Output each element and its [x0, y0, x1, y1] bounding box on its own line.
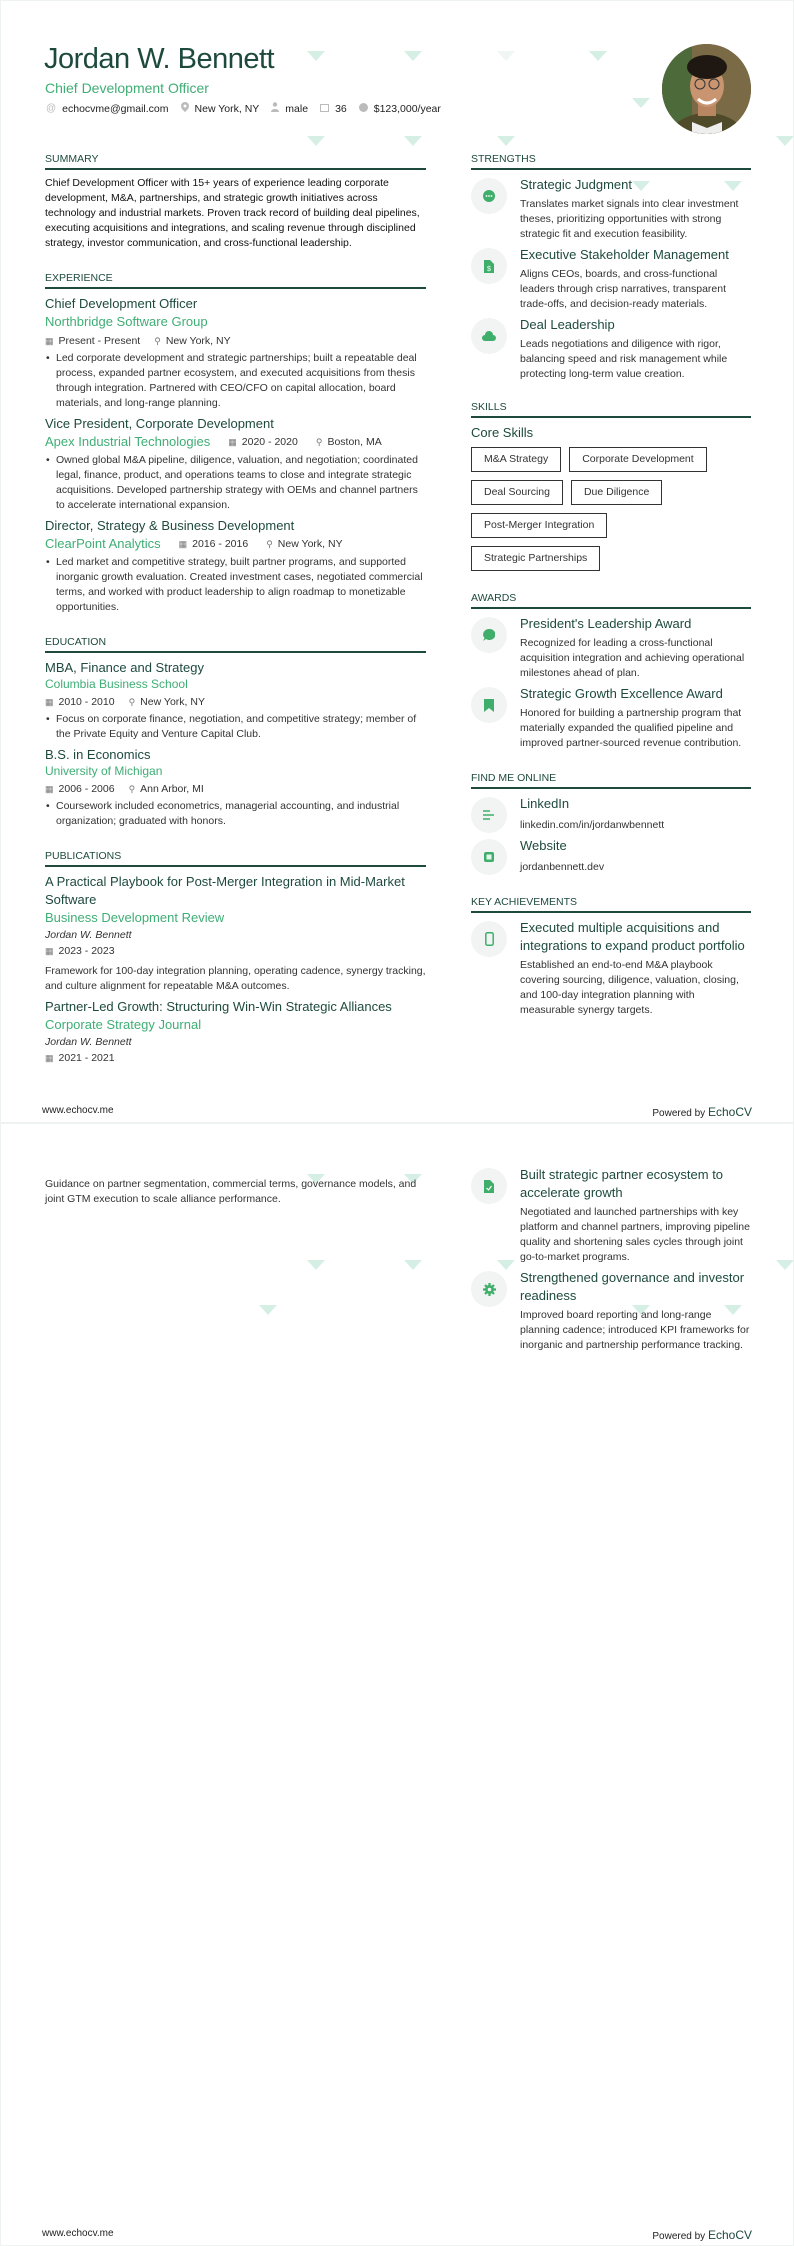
brand-name: EchoCV: [707, 2228, 752, 2242]
decor-triangle: [307, 1260, 325, 1270]
location-pin-icon: ⚲: [128, 784, 136, 794]
skills-group-title: Core Skills: [471, 425, 534, 440]
job-dates: 2016 - 2016: [192, 538, 249, 550]
calendar-icon: ▦: [45, 697, 54, 707]
achievement-description: Established an end-to-end M&A playbook covering sourcing, diligence, valuation, closing, and 100-day integration planning with measurable synergy targets.: [520, 959, 739, 1016]
education-bullet: • Focus on corporate finance, negotiation, and competitive strategy; member of the Private Equity and Venture Capital Club.: [45, 712, 426, 742]
footer-site[interactable]: www.echocv.me: [42, 2228, 114, 2239]
calendar-icon: ▦: [45, 946, 54, 956]
achievement-title: Strengthened governance and investor readiness: [520, 1270, 745, 1303]
job-dates: 2020 - 2020: [241, 436, 298, 448]
publication-description: Framework for 100-day integration planning, operating cadence, synergy tracking, and culture alignment for repeatable M&A outcomes.: [45, 965, 426, 992]
job-title: Vice President, Corporate Development: [45, 416, 274, 431]
svg-text:$: $: [487, 265, 491, 273]
publications-section: [45, 849, 426, 1066]
footer-site[interactable]: www.echocv.me: [42, 1105, 114, 1116]
location-pin-icon: ⚲: [154, 336, 161, 346]
calendar-icon: ▦: [45, 784, 54, 794]
align-left-icon: [471, 797, 507, 833]
skill-tag: Post-Merger Integration: [471, 513, 607, 538]
decor-triangle: [404, 1260, 422, 1270]
skill-tag: Corporate Development: [569, 447, 706, 472]
location-pin-icon: [181, 102, 189, 115]
section-heading: EXPERIENCE: [45, 271, 426, 289]
decor-triangle: [307, 136, 325, 146]
award-title: President's Leadership Award: [520, 616, 692, 631]
degree: B.S. in Economics: [45, 747, 151, 762]
education-dates: 2010 - 2010: [58, 696, 115, 708]
chat-bubble-icon: [471, 617, 507, 653]
section-heading: SUMMARY: [45, 152, 426, 170]
right-column-continued: [471, 1166, 751, 1357]
job-bullet: • Led corporate development and strategic partnerships; built a repeatable deal process, expanded partner ecosystem, and executed acquisitions from thesis through integration. Partnered with CEO/CFO on capital allocation, board materials, and long-range planning.: [45, 351, 426, 411]
achievement-description: Improved board reporting and long-range planning cadence; introduced KPI frameworks for inorganic and partnership performance tracking.: [520, 1309, 750, 1351]
awards-section: [471, 591, 751, 751]
education-item: [45, 746, 426, 829]
online-item: [471, 795, 751, 833]
job-location: New York, NY: [165, 335, 231, 347]
skill-tags: [471, 447, 751, 571]
job-dates: Present - Present: [58, 335, 141, 347]
decor-triangle: [589, 51, 607, 61]
publication-dates: 2023 - 2023: [58, 945, 115, 957]
company-name: ClearPoint Analytics: [45, 536, 161, 551]
skill-tag: Deal Sourcing: [471, 480, 563, 505]
strength-description: Leads negotiations and diligence with rigor, balancing speed and risk management while protecting long-term value creation.: [520, 338, 728, 380]
candidate-name: Jordan W. Bennett: [44, 43, 275, 75]
section-heading: FIND ME ONLINE: [471, 771, 751, 789]
section-heading: SKILLS: [471, 400, 751, 418]
decor-triangle: [497, 51, 515, 61]
education-bullet: • Coursework included econometrics, managerial accounting, and industrial organization; graduated with honors.: [45, 799, 426, 829]
calendar-icon: [320, 103, 329, 115]
skills-section: [471, 400, 751, 571]
strength-title: Executive Stakeholder Management: [520, 247, 729, 262]
candidate-title: Chief Development Officer: [45, 80, 209, 96]
website-link[interactable]: jordanbennett.dev: [520, 861, 605, 873]
section-heading: KEY ACHIEVEMENTS: [471, 895, 751, 913]
achievement-description: Negotiated and launched partnerships with key platform and channel partners, improving pipeline quality and shortening sales cycles through joint go-to-market programs.: [520, 1206, 750, 1263]
online-label: Website: [520, 838, 567, 853]
job-location: Boston, MA: [327, 436, 382, 448]
at-icon: @: [46, 103, 57, 114]
award-title: Strategic Growth Excellence Award: [520, 686, 723, 701]
chip-icon: [471, 839, 507, 875]
gear-icon: [471, 1271, 507, 1307]
person-icon: [271, 102, 279, 115]
file-check-icon: [471, 1168, 507, 1204]
decor-triangle: [404, 51, 422, 61]
education-section: [45, 635, 426, 829]
award-description: Recognized for leading a cross-functional acquisition integration and achieving operational milestones ahead of plan.: [520, 637, 745, 679]
contact-age: 36: [335, 102, 347, 115]
award-description: Honored for building a partnership program that materially expanded the qualified pipeline and improved partner-sourced revenue contribution.: [520, 707, 742, 749]
resume-page-2: [0, 1123, 794, 2246]
company-name: Northbridge Software Group: [45, 314, 208, 329]
location-pin-icon: ⚲: [315, 437, 323, 447]
company-name: Apex Industrial Technologies: [45, 434, 211, 449]
award-item: [471, 615, 751, 681]
brand-name: EchoCV: [707, 1105, 752, 1119]
location-pin-icon: ⚲: [128, 697, 136, 707]
calendar-icon: ▦: [45, 1053, 54, 1063]
section-heading: EDUCATION: [45, 635, 426, 653]
section-heading: PUBLICATIONS: [45, 849, 426, 867]
strength-item: [471, 316, 751, 382]
achievement-title: Executed multiple acquisitions and integrations to expand product portfolio: [520, 920, 745, 953]
strength-description: Translates market signals into clear investment theses, prioritizing opportunities with strong strategic fit and execution feasibility.: [520, 198, 739, 240]
strength-title: Deal Leadership: [520, 317, 615, 332]
contact-gender: male: [285, 102, 309, 115]
publisher: Business Development Review: [45, 910, 225, 925]
decor-triangle: [259, 1305, 277, 1315]
publication-title: A Practical Playbook for Post-Merger Integration in Mid-Market Software: [45, 874, 405, 907]
left-column: [45, 152, 426, 1086]
profile-photo: [662, 44, 751, 134]
right-column: [471, 152, 751, 1038]
experience-item: [45, 295, 426, 411]
decor-triangle: [307, 51, 325, 61]
publication-dates: 2021 - 2021: [58, 1052, 115, 1064]
school-name: University of Michigan: [45, 764, 163, 778]
summary-text: Chief Development Officer with 15+ years of experience leading corporate development, M&A, partnerships, and strategic growth initiatives across technology and industrial markets. Proven track record of building deal pipelines, executing acquisitions and integrations, and scaling revenue through disciplined strategy, investor communication, and cross-functional leadership.: [45, 177, 420, 249]
strengths-section: [471, 152, 751, 382]
experience-item: [45, 517, 426, 615]
footer-powered: [652, 2228, 752, 2242]
section-heading: AWARDS: [471, 591, 751, 609]
contact-info: [46, 102, 441, 115]
linkedin-link[interactable]: linkedin.com/in/jordanwbennett: [520, 819, 665, 831]
experience-section: [45, 271, 426, 615]
calendar-icon: ▦: [178, 539, 188, 549]
education-location: New York, NY: [140, 696, 205, 708]
decor-triangle: [497, 136, 515, 146]
powered-by-text: Powered by: [652, 2231, 706, 2242]
achievement-item: [471, 919, 751, 1018]
money-icon: [359, 103, 368, 115]
chat-dots-icon: [471, 178, 507, 214]
contact-email: echocvme@gmail.com: [62, 102, 169, 115]
bookmark-icon: [471, 687, 507, 723]
decor-triangle: [776, 136, 794, 146]
achievement-item: [471, 1166, 751, 1265]
location-pin-icon: ⚲: [266, 539, 273, 549]
publication-item: [45, 873, 426, 994]
footer-powered: [652, 1105, 752, 1119]
achievement-item: [471, 1269, 751, 1353]
online-section: [471, 771, 751, 875]
experience-item: [45, 415, 426, 513]
skill-tag: Due Diligence: [571, 480, 662, 505]
achievement-title: Built strategic partner ecosystem to accelerate growth: [520, 1167, 724, 1200]
strength-item: [471, 246, 751, 312]
school-name: Columbia Business School: [45, 677, 188, 691]
powered-by-text: Powered by: [652, 1108, 706, 1119]
education-dates: 2006 - 2006: [58, 783, 115, 795]
online-label: LinkedIn: [520, 796, 570, 811]
job-bullet: • Owned global M&A pipeline, diligence, valuation, and negotiation; coordinated legal, finance, product, and operations teams to close and integrate strategic acquisitions. Developed partnership strategy with OEMs and channel partners to accelerate international expansion.: [45, 453, 426, 513]
decor-triangle: [632, 98, 650, 108]
summary-section: [45, 152, 426, 251]
calendar-icon: ▦: [228, 437, 237, 447]
achievements-section: [471, 895, 751, 1018]
calendar-icon: ▦: [45, 336, 54, 346]
contact-location: New York, NY: [194, 102, 260, 115]
cloud-icon: [471, 318, 507, 354]
online-item: [471, 837, 751, 875]
mobile-icon: [471, 921, 507, 957]
section-heading: STRENGTHS: [471, 152, 751, 170]
publication-item: [45, 998, 426, 1066]
job-location: New York, NY: [277, 538, 343, 550]
degree: MBA, Finance and Strategy: [45, 660, 204, 675]
publisher: Corporate Strategy Journal: [45, 1017, 202, 1032]
strength-title: Strategic Judgment: [520, 177, 633, 192]
decor-triangle: [776, 1260, 794, 1270]
decor-triangle: [404, 136, 422, 146]
publication-title: Partner-Led Growth: Structuring Win-Win Strategic Alliances: [45, 999, 392, 1014]
job-title: Chief Development Officer: [45, 296, 198, 311]
job-title: Director, Strategy & Business Development: [45, 518, 295, 533]
publication-author: Jordan W. Bennett: [45, 1036, 132, 1048]
publication-description: Guidance on partner segmentation, commercial terms, governance models, and joint GTM execution to scale alliance performance.: [45, 1178, 417, 1205]
education-location: Ann Arbor, MI: [140, 783, 204, 795]
strength-item: [471, 176, 751, 242]
skill-tag: M&A Strategy: [471, 447, 561, 472]
publication-author: Jordan W. Bennett: [45, 929, 132, 941]
file-dollar-icon: [471, 248, 507, 284]
strength-description: Aligns CEOs, boards, and cross-functional leaders through crisp narratives, transparent trade-offs, and decision-ready materials.: [520, 268, 727, 310]
job-bullet: • Led market and competitive strategy, built partner programs, and supported inorganic growth evaluation. Created investment cases, negotiated commercial terms, and worked with product leadership to align roadmap to monetizable opportunities.: [45, 555, 426, 615]
skill-tag: Strategic Partnerships: [471, 546, 600, 571]
left-column-continued: [45, 1172, 426, 1207]
award-item: [471, 685, 751, 751]
contact-salary: $123,000/year: [373, 102, 441, 115]
education-item: [45, 659, 426, 742]
